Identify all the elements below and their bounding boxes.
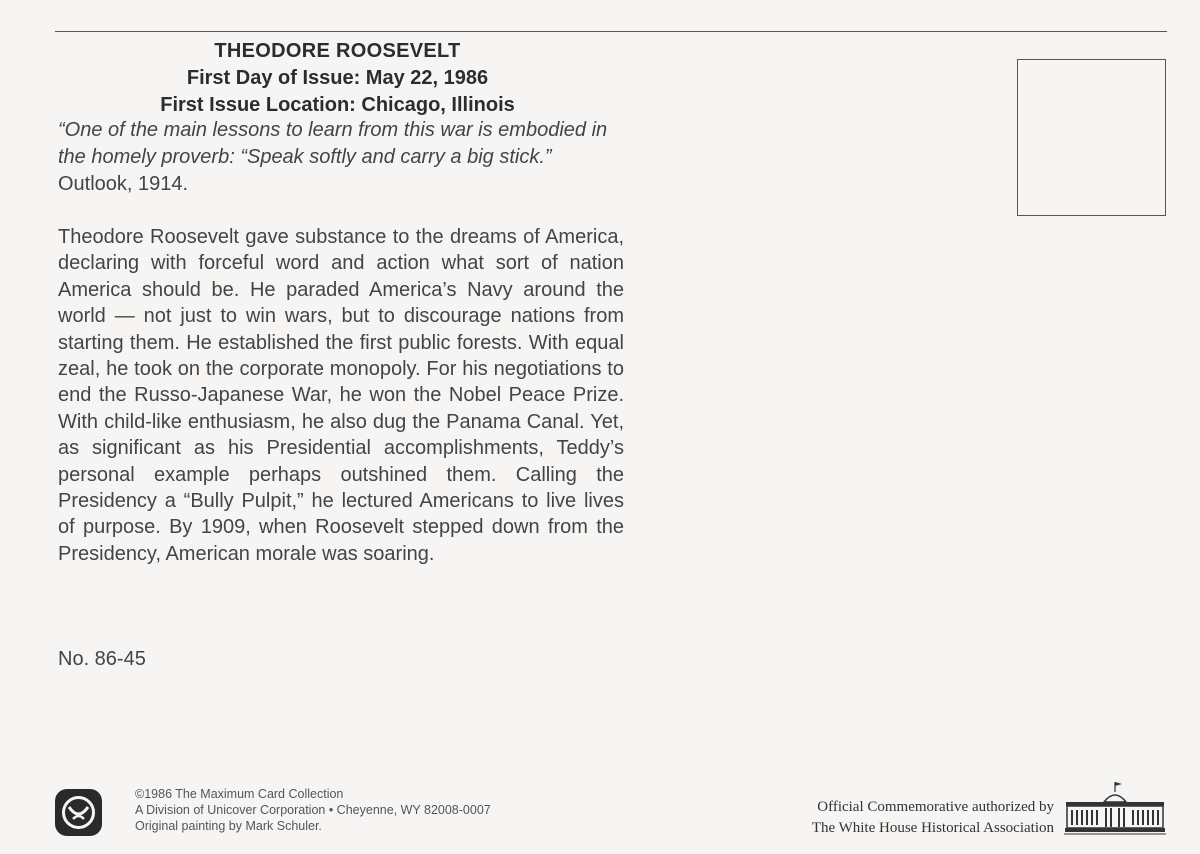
stamp-title: THEODORE ROOSEVELT	[214, 40, 461, 62]
first-day-of-issue: First Day of Issue: May 22, 1986	[186, 67, 489, 89]
first-issue-location: First Issue Location: Chicago, Illinois	[160, 94, 515, 116]
publisher-credits	[135, 786, 491, 834]
official-authorization	[812, 797, 1054, 839]
painting-credit: Original painting by Mark Schuler.	[135, 819, 322, 833]
top-divider	[55, 31, 1167, 32]
white-house-icon	[1064, 780, 1166, 836]
roosevelt-quote	[58, 117, 624, 198]
official-line-2: The White House Historical Association	[811, 820, 1054, 836]
unicover-logo-icon	[55, 789, 102, 836]
official-line-1: Official Commemorative authorized by	[817, 799, 1054, 815]
division-line: A Division of Unicover Corporation • Cheyenne, WY 82008-0007	[135, 803, 491, 817]
quote-text: “One of the main lessons to learn from this war is embodied in the homely proverb: “Speak softly and carry a big stick.”	[58, 119, 608, 168]
copyright-line: ©1986 The Maximum Card Collection	[135, 787, 344, 801]
stamp-placement-box	[1017, 59, 1166, 216]
card-header	[55, 38, 620, 119]
issue-number: No. 86-45	[58, 648, 146, 670]
quote-source: Outlook, 1914.	[58, 173, 189, 195]
biography-paragraph: Theodore Roosevelt gave substance to the dreams of America, declaring with forceful word and action what sort of nation America should be. He paraded America’s Navy around the world — not just to win wars, but to discourage nations from starting them. He established the first public forests. With equal zeal, he took on the corporate monopoly. For his negotiations to end the Russo-Japanese War, he won the Nobel Peace Prize. With child-like enthusiasm, he also dug the Panama Canal. Yet, as significant as his Presidential accomplishments, Teddy’s personal example perhaps outshined them. Calling the Presidency a “Bully Pulpit,” he lectured Americans to live lives of purpose. By 1909, when Roosevelt stepped down from the Presidency, American morale was soaring.	[58, 226, 624, 565]
